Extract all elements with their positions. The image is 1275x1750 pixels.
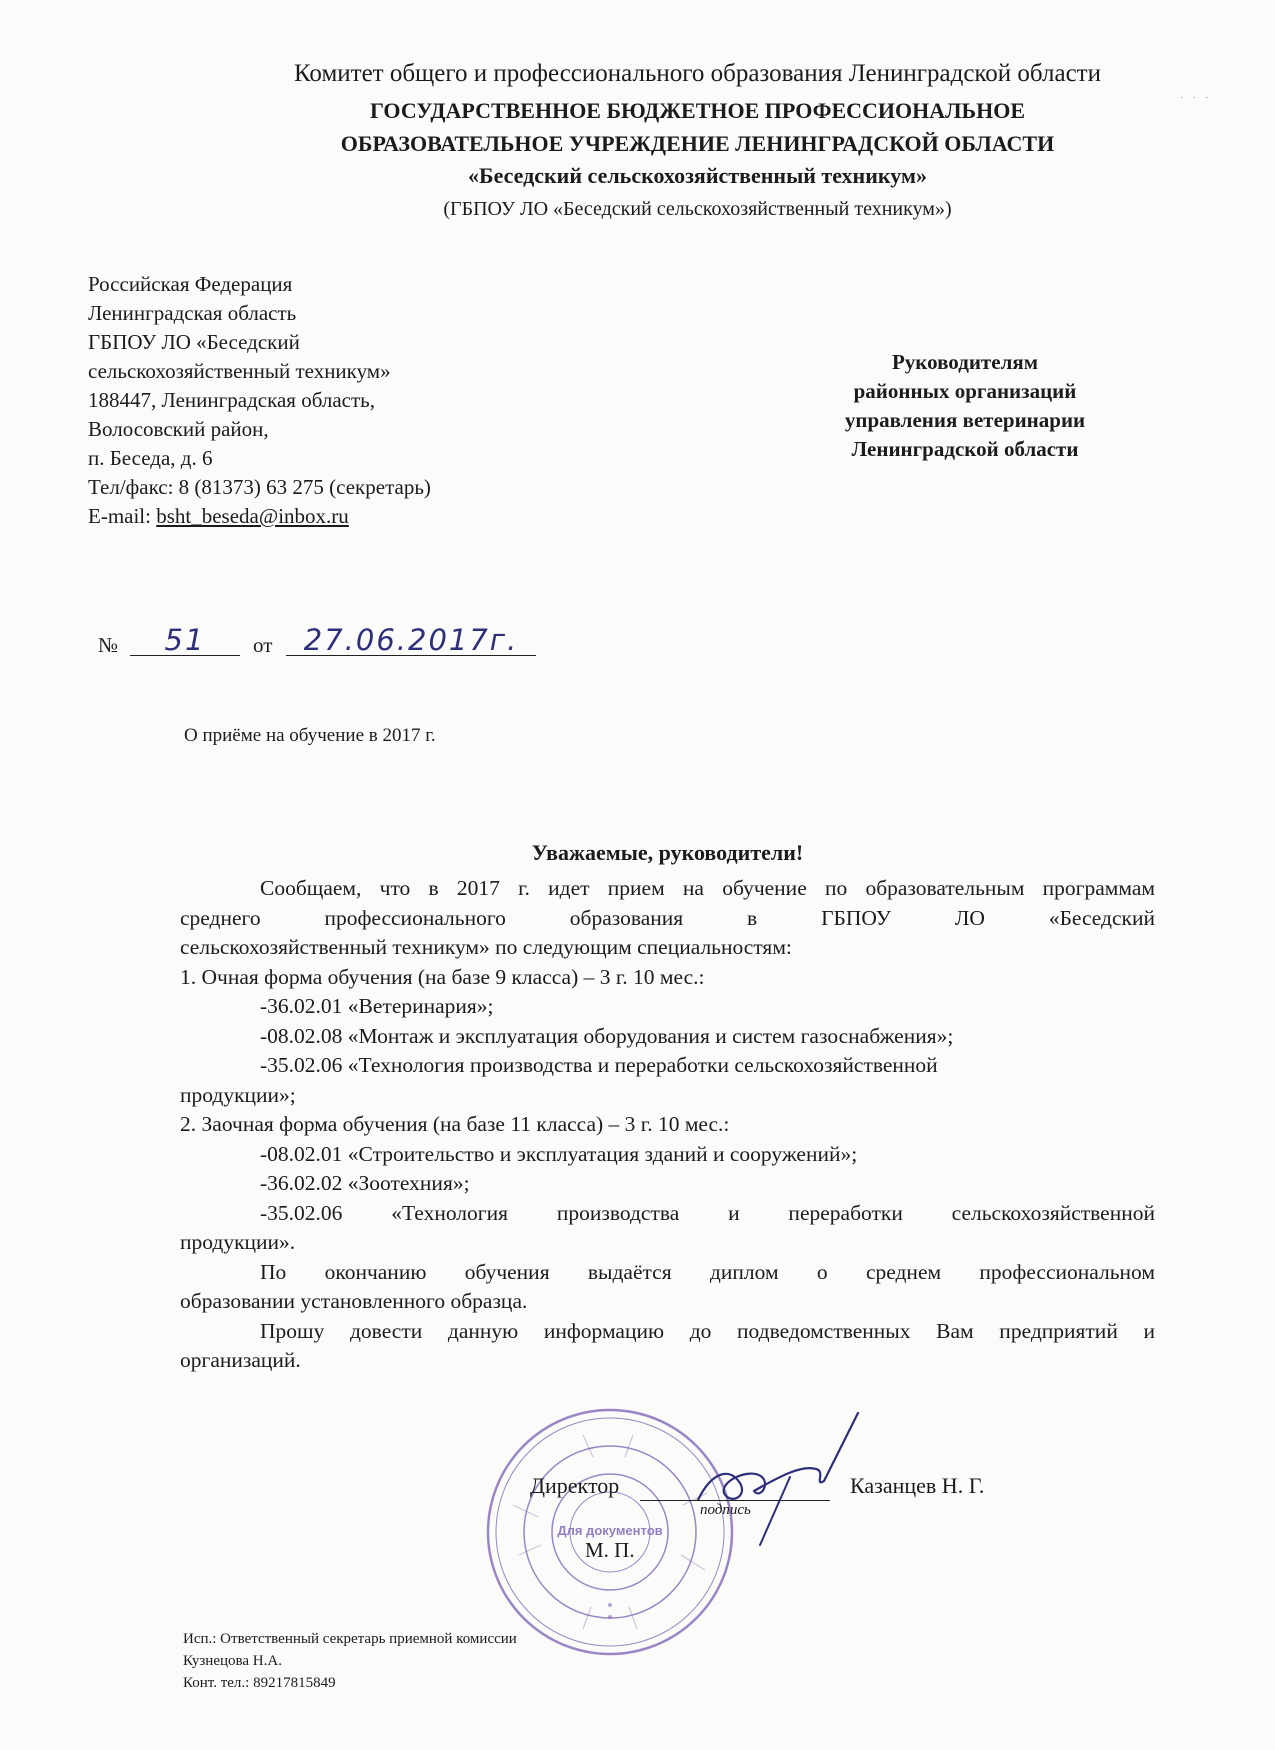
number-label: №	[98, 633, 119, 657]
body-line: организаций.	[180, 1348, 301, 1372]
signature-line	[640, 1500, 830, 1501]
subject-line: О приёме на обучение в 2017 г.	[184, 725, 436, 746]
body-line: сельскохозяйственный техникум» по следующим специальностям:	[180, 935, 792, 959]
email-link[interactable]: bsht_beseda@inbox.ru	[156, 504, 349, 528]
number-value: 51	[130, 625, 240, 656]
body-line: Сообщаем, что в 2017 г. идет прием на обучение по образовательным программам	[260, 876, 1155, 900]
specialty-item-cont: продукции»;	[180, 1082, 296, 1107]
sender-line: Ленинградская область	[88, 301, 297, 325]
sender-line: ГБПОУ ЛО «Беседский	[88, 330, 300, 354]
letter-body	[180, 874, 1155, 1376]
sender-email-line	[88, 502, 431, 531]
specialty-item: -08.02.01 «Строительство и эксплуатация зданий и сооружений»;	[260, 1141, 858, 1166]
sender-line: 188447, Ленинградская область,	[88, 388, 375, 412]
executor-info	[183, 1628, 517, 1694]
org-short-name: (ГБПОУ ЛО «Беседский сельскохозяйственный техникум»)	[443, 198, 952, 220]
org-name-line-1: ГОСУДАРСТВЕННОЕ БЮДЖЕТНОЕ ПРОФЕССИОНАЛЬНОЕ	[369, 98, 1025, 123]
sender-address-block	[88, 270, 431, 531]
body-line: среднего профессионального образования в ГБПОУ ЛО «Беседский	[180, 905, 1155, 930]
scan-artifact: · · ·	[1180, 92, 1212, 104]
committee-title: Комитет общего и профессионального образования Ленинградской области	[293, 60, 1101, 87]
org-name-line-3: «Беседский сельскохозяйственный техникум»	[468, 163, 927, 188]
date-value: 27.06.2017г.	[286, 625, 536, 656]
stamp-place-label: М. П.	[585, 1538, 635, 1562]
specialty-item: -35.02.06 «Технология производства и переработки сельскохозяйственной	[260, 1053, 938, 1077]
email-label: E-mail:	[88, 504, 157, 528]
sender-line: Волосовский район,	[88, 417, 269, 441]
specialty-item: -08.02.08 «Монтаж и эксплуатация оборудования и систем газоснабжения»;	[260, 1023, 954, 1048]
specialty-item: -35.02.06 «Технология производства и переработки сельскохозяйственной	[260, 1200, 1155, 1225]
date-label: от	[253, 633, 273, 657]
org-name-line-2: ОБРАЗОВАТЕЛЬНОЕ УЧРЕЖДЕНИЕ ЛЕНИНГРАДСКОЙ ОБЛАСТИ	[340, 131, 1055, 156]
body-line: Прошу довести данную информацию до подведомственных Вам предприятий и	[260, 1318, 1155, 1343]
section-title: 2. Заочная форма обучения (на базе 11 класса) – 3 г. 10 мес.:	[180, 1112, 730, 1136]
body-line: По окончанию обучения выдаётся диплом о среднем профессиональном	[260, 1259, 1155, 1284]
addressee-line: Ленинградской области	[851, 437, 1079, 461]
addressee-line: управления ветеринарии	[844, 408, 1086, 432]
sender-line: сельскохозяйственный техникум»	[88, 359, 391, 383]
signatory-position: Директор	[530, 1473, 620, 1498]
greeting: Уважаемые, руководители!	[531, 840, 804, 865]
body-line: образовании установленного образца.	[180, 1289, 528, 1313]
sender-line: Тел/факс: 8 (81373) 63 275 (секретарь)	[88, 475, 431, 499]
footer-line: Кузнецова Н.А.	[183, 1653, 282, 1669]
addressee-line: Руководителям	[891, 350, 1039, 374]
stamp-center-text: Для документов	[557, 1523, 663, 1538]
signatory-name: Казанцев Н. Г.	[850, 1473, 985, 1498]
footer-line: Исп.: Ответственный секретарь приемной комиссии	[183, 1631, 517, 1647]
addressee-block	[790, 348, 1140, 464]
specialty-item-cont: продукции».	[180, 1230, 296, 1254]
sender-line: Российская Федерация	[88, 272, 293, 296]
handwritten-signature	[690, 1405, 860, 1555]
specialty-item: -36.02.02 «Зоотехния»;	[260, 1171, 470, 1195]
signature-caption: подпись	[700, 1502, 751, 1518]
footer-line: Конт. тел.: 89217815849	[183, 1675, 336, 1691]
sender-line: п. Беседа, д. 6	[88, 446, 213, 470]
addressee-line: районных организаций	[853, 379, 1077, 403]
specialty-item: -36.02.01 «Ветеринария»;	[260, 994, 494, 1018]
section-title: 1. Очная форма обучения (на базе 9 класса) – 3 г. 10 мес.:	[180, 964, 705, 989]
